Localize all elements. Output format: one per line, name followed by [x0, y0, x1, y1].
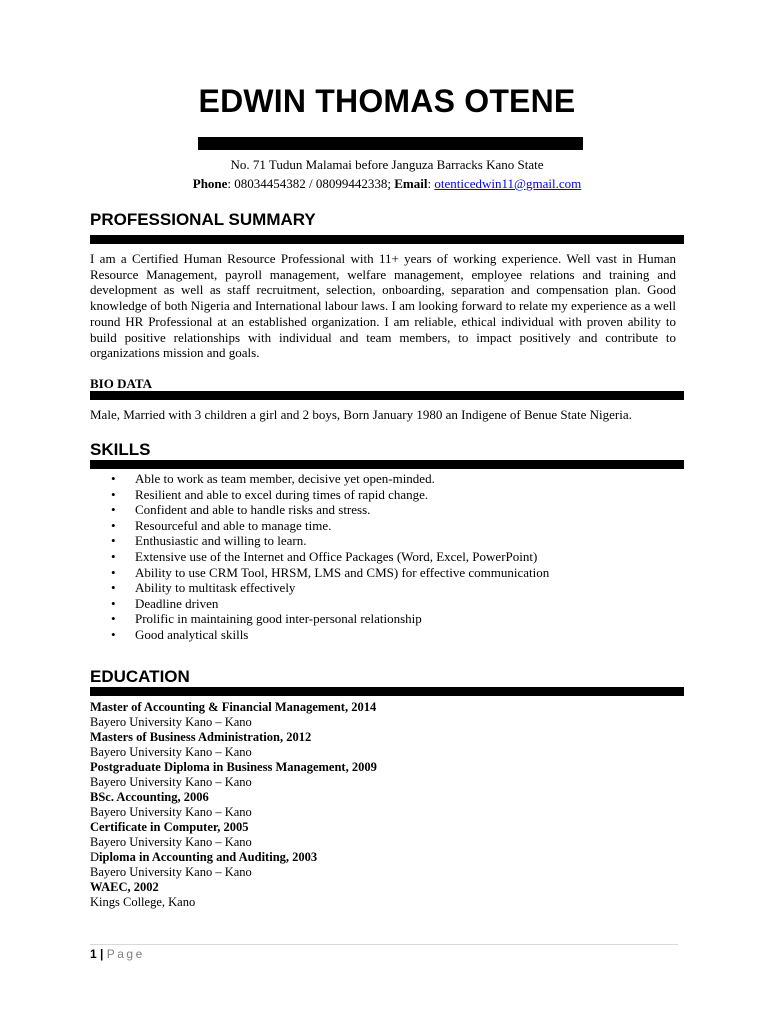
email-link[interactable]: otenticedwin11@gmail.com — [434, 176, 582, 191]
list-item: • Enthusiastic and willing to learn. — [111, 533, 307, 549]
email-colon: : — [427, 176, 435, 191]
summary-heading: PROFESSIONAL SUMMARY — [90, 210, 316, 229]
institution: Bayero University Kano – Kano — [90, 715, 252, 729]
list-item: • Ability to multitask effectively — [111, 580, 296, 596]
skills-divider — [90, 460, 684, 469]
degree-title: Masters of Business Administration, 2012 — [90, 730, 312, 744]
phone-label: Phone — [192, 176, 228, 191]
skills-list — [90, 471, 684, 643]
bullet-icon: • — [111, 471, 116, 486]
bullet-icon: • — [111, 580, 116, 596]
list-item: • Able to work as team member, decisive yet open-minded. — [111, 471, 435, 486]
degree-title: Postgraduate Diploma in Business Management, 2009 — [90, 760, 377, 774]
institution: Kings College, Kano — [90, 895, 196, 909]
degree-title: Diploma in Accounting and Auditing, 2003 — [90, 850, 318, 864]
page-number: 1 — [90, 947, 97, 961]
degree-title: BSc. Accounting, 2006 — [90, 790, 209, 804]
footer-divider — [90, 944, 678, 945]
contact-line — [90, 175, 684, 192]
bullet-icon: • — [111, 626, 116, 642]
list-item: • Confident and able to handle risks and stress. — [111, 502, 371, 518]
phone-value: : 08034454382 / 08099442338; — [227, 176, 395, 191]
candidate-name: EDWIN THOMAS OTENE — [198, 83, 576, 119]
list-item: • Prolific in maintaining good inter-personal relationship — [111, 611, 422, 627]
bullet-icon: • — [111, 548, 116, 564]
institution: Bayero University Kano – Kano — [90, 745, 252, 759]
footer-separator: | — [100, 947, 104, 961]
email-label: Email — [394, 176, 428, 191]
bio-text: Male, Married with 3 children a girl and 2 boys, Born January 1980 an Indigene of Benue State Nigeria. — [90, 407, 632, 422]
list-item: • Ability to use CRM Tool, HRSM, LMS and CMS) for effective communication — [111, 564, 550, 580]
degree-title: Master of Accounting & Financial Management, 2014 — [90, 700, 377, 714]
institution: Bayero University Kano – Kano — [90, 865, 252, 879]
bullet-icon: • — [111, 611, 116, 627]
name-underline-bar — [198, 137, 583, 150]
bullet-icon: • — [111, 517, 116, 533]
bullet-icon: • — [111, 502, 116, 518]
bullet-icon: • — [111, 486, 116, 502]
summary-divider — [90, 235, 684, 244]
education-divider — [90, 687, 684, 696]
degree-title: WAEC, 2002 — [90, 880, 159, 894]
list-item: • Resilient and able to excel during times of rapid change. — [111, 486, 429, 502]
list-item: • Good analytical skills — [111, 626, 249, 642]
list-item: • Deadline driven — [111, 595, 219, 611]
bio-divider — [90, 391, 684, 400]
page-label: Page — [106, 947, 145, 961]
list-item: • Resourceful and able to manage time. — [111, 517, 332, 533]
bullet-icon: • — [111, 533, 116, 549]
bio-heading: BIO DATA — [90, 376, 152, 391]
education-list — [90, 700, 684, 910]
institution: Bayero University Kano – Kano — [90, 805, 252, 819]
institution: Bayero University Kano – Kano — [90, 775, 252, 789]
degree-title: Certificate in Computer, 2005 — [90, 820, 249, 834]
skills-heading: SKILLS — [90, 440, 151, 459]
bullet-icon: • — [111, 595, 116, 611]
list-item: • Extensive use of the Internet and Office Packages (Word, Excel, PowerPoint) — [111, 548, 538, 564]
education-heading: EDUCATION — [90, 667, 190, 686]
bullet-icon: • — [111, 564, 116, 580]
institution: Bayero University Kano – Kano — [90, 835, 252, 849]
page-footer — [90, 947, 145, 962]
summary-text: I am a Certified Human Resource Professional with 11+ years of working experience. Well vast in Human Resource Management, payroll management, welfare management, employee relations and training and development as well as staff recruitment, selection, onboarding, separation and compensation plan. Good knowledge of both Nigeria and International labour laws. I am looking forward to relate my experience as a well round HR Professional at an established organization. I am reliable, ethical individual with proven ability to build positive relationships with individual and team members, to impact positively and contribute to organizations mission and goals. — [90, 251, 676, 361]
address: No. 71 Tudun Malamai before Janguza Barracks Kano State — [230, 157, 544, 172]
